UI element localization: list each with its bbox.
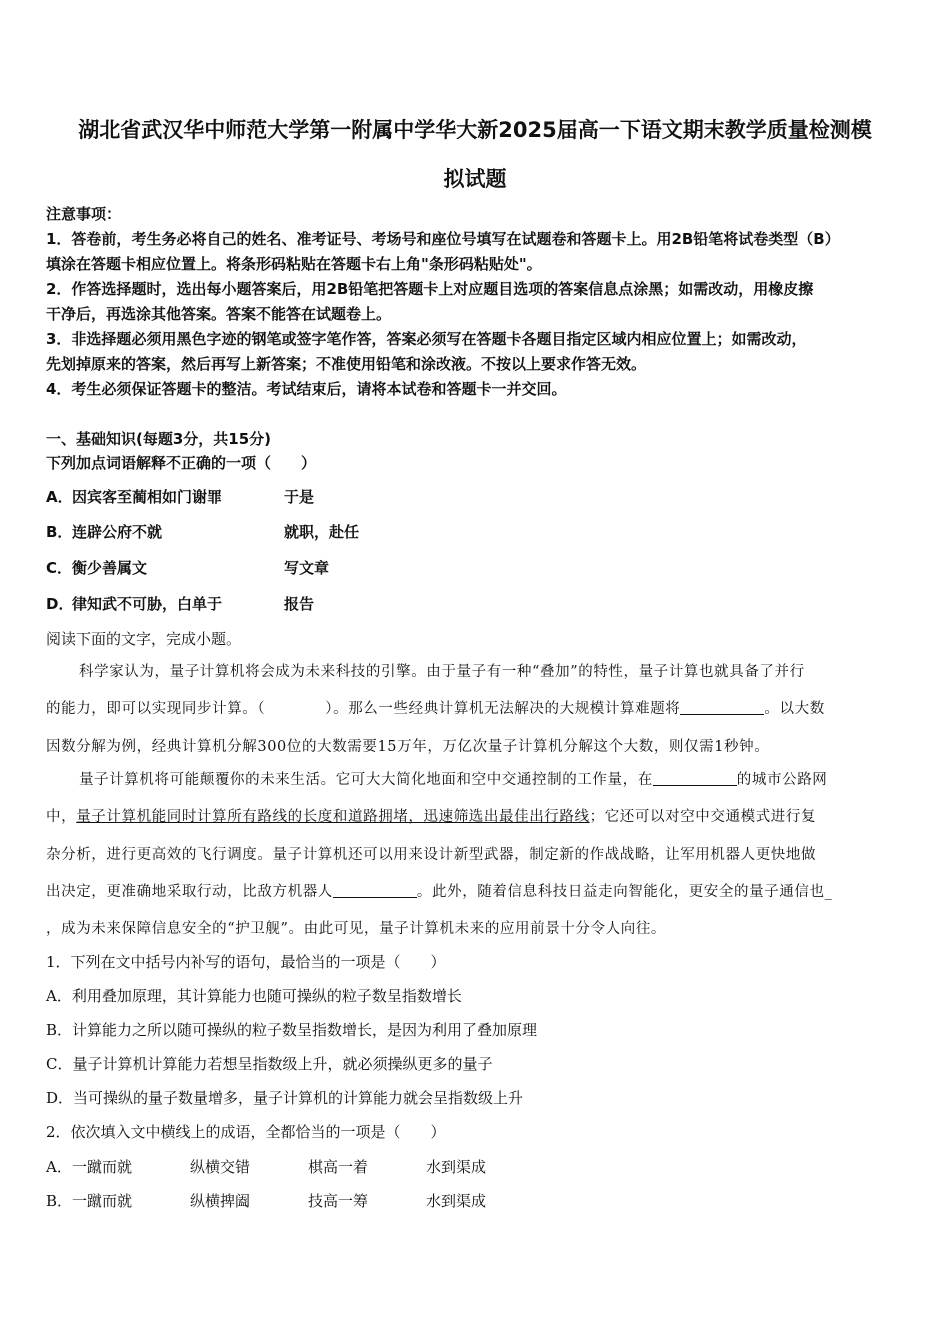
option-phrase: 连辟公府不就 bbox=[72, 523, 163, 541]
option-b bbox=[46, 521, 359, 542]
passage-text: 的城市公路网 bbox=[736, 772, 828, 788]
notice-line: 填涂在答题卡相应位置上。将条形码粘贴在答题卡右上角"条形码粘贴处"。 bbox=[46, 255, 542, 273]
notice-heading: 注意事项： bbox=[46, 205, 122, 223]
passage-text: 出决定，更准确地采取行动，比敌方机器人 bbox=[46, 884, 333, 900]
option-phrase: 律知武不可胁，白单于 bbox=[72, 595, 223, 613]
q2-option-b bbox=[46, 1190, 544, 1211]
option-meaning: 就职，赴任 bbox=[284, 523, 360, 541]
passage-text: 。此外，随着信息科技日益走向智能化，更安全的量子通信也_ bbox=[416, 884, 833, 900]
passage-text: ；它还可以对空中交通模式进行复 bbox=[589, 809, 817, 825]
idiom: 棋高一着 bbox=[308, 1158, 369, 1176]
idiom: 纵横交错 bbox=[190, 1158, 251, 1176]
notice-line: 4．考生必须保证答题卡的整洁。考试结束后，请将本试卷和答题卡一并交回。 bbox=[46, 380, 567, 398]
passage-line: 杂分析，进行更高效的飞行调度。量子计算机还可以用来设计新型武器，制定新的作战战略，让军用机器人更快地做 bbox=[46, 847, 817, 863]
passage-line bbox=[46, 697, 906, 718]
idiom: 一蹴而就 bbox=[72, 1158, 133, 1176]
question-stem: 2．依次填入文中横线上的成语，全都恰当的一项是（ ） bbox=[46, 1123, 446, 1141]
option-c bbox=[46, 557, 329, 578]
passage-text: ）。那么一些经典计算机无法解决的大规模计算难题将 bbox=[325, 701, 681, 717]
passage-text: 量子计算机将可能颠覆你的未来生活。它可大大简化地面和空中交通控制的工作量，在 bbox=[79, 772, 653, 788]
q1-option: B．计算能力之所以随可操纵的粒子数呈指数增长，是因为利用了叠加原理 bbox=[46, 1021, 538, 1039]
passage-line bbox=[46, 880, 906, 901]
option-phrase: 衡少善属文 bbox=[72, 559, 148, 577]
passage-line bbox=[79, 768, 906, 789]
passage-text: 中， bbox=[46, 809, 77, 825]
option-phrase: 因宾客至蔺相如门谢罪 bbox=[72, 488, 223, 506]
page-title-line1: 湖北省武汉华中师范大学第一附属中学华大新2025届高一下语文期末教学质量检测模 bbox=[78, 118, 872, 142]
option-a bbox=[46, 486, 314, 507]
option-label: C． bbox=[46, 559, 73, 577]
passage-text: 。以大数 bbox=[764, 701, 825, 717]
passage-text: 的能力，即可以实现同步计算。（ bbox=[46, 701, 266, 717]
notice-line: 干净后，再选涂其他答案。答案不能答在试题卷上。 bbox=[46, 305, 392, 323]
idiom: 技高一筹 bbox=[308, 1192, 369, 1210]
option-meaning: 写文章 bbox=[284, 559, 330, 577]
section-heading: 一、基础知识(每题3分，共15分) bbox=[46, 430, 272, 448]
page-title-line2: 拟试题 bbox=[443, 167, 507, 191]
fill-blank bbox=[680, 700, 764, 715]
option-meaning: 报告 bbox=[284, 595, 315, 613]
passage-line bbox=[46, 805, 906, 826]
passage-line: 因数分解为例，经典计算机分解300位的大数需要15万年，万亿次量子计算机分解这个大数，则仅需1秒钟。 bbox=[46, 739, 770, 755]
underlined-sentence: 量子计算机能同时计算所有路线的长度和道路拥堵，迅速筛选出最佳出行路线 bbox=[76, 809, 590, 825]
q2-option-a bbox=[46, 1156, 544, 1177]
notice-line: 2．作答选择题时，选出每小题答案后，用2B铅笔把答题卡上对应题目选项的答案信息点涂黑；如需改动，用橡皮擦 bbox=[46, 280, 814, 298]
idiom: 水到渠成 bbox=[426, 1158, 487, 1176]
idiom: 水到渠成 bbox=[426, 1192, 487, 1210]
question-stem: 下列加点词语解释不正确的一项（ ） bbox=[46, 454, 317, 472]
fill-blank bbox=[653, 771, 737, 786]
option-label: B． bbox=[46, 1192, 73, 1210]
idiom: 一蹴而就 bbox=[72, 1192, 133, 1210]
question-stem: 1．下列在文中括号内补写的语句，最恰当的一项是（ ） bbox=[46, 953, 446, 971]
notice-line: 1．答卷前，考生务必将自己的姓名、准考证号、考场号和座位号填写在试题卷和答题卡上。用2B铅笔将试卷类型（B） bbox=[46, 230, 840, 248]
option-label: A． bbox=[46, 488, 73, 506]
option-meaning: 于是 bbox=[284, 488, 315, 506]
idiom: 纵横捭阖 bbox=[190, 1192, 251, 1210]
q1-option: C．量子计算机计算能力若想呈指数级上升，就必须操纵更多的量子 bbox=[46, 1055, 493, 1073]
fill-blank bbox=[333, 883, 417, 898]
notice-line: 先划掉原来的答案，然后再写上新答案；不准使用铅笔和涂改液。不按以上要求作答无效。 bbox=[46, 355, 647, 373]
q1-option: A．利用叠加原理，其计算能力也随可操纵的粒子数呈指数增长 bbox=[46, 987, 462, 1005]
q1-option: D．当可操纵的量子数量增多，量子计算机的计算能力就会呈指数级上升 bbox=[46, 1089, 524, 1107]
passage-line: ，成为未来保障信息安全的“护卫舰”。由此可见，量子计算机未来的应用前景十分令人向往。 bbox=[46, 921, 667, 937]
reading-intro: 阅读下面的文字，完成小题。 bbox=[46, 630, 242, 648]
option-label: B． bbox=[46, 523, 73, 541]
option-label: D． bbox=[46, 595, 74, 613]
passage-line: 科学家认为，量子计算机将会成为未来科技的引擎。由于量子有一种“叠加”的特性，量子计算也就具备了并行 bbox=[79, 664, 805, 680]
option-d bbox=[46, 593, 314, 614]
notice-line: 3．非选择题必须用黑色字迹的钢笔或签字笔作答，答案必须写在答题卡各题目指定区域内相应位置上；如需改动， bbox=[46, 330, 807, 348]
option-label: A． bbox=[46, 1158, 72, 1176]
